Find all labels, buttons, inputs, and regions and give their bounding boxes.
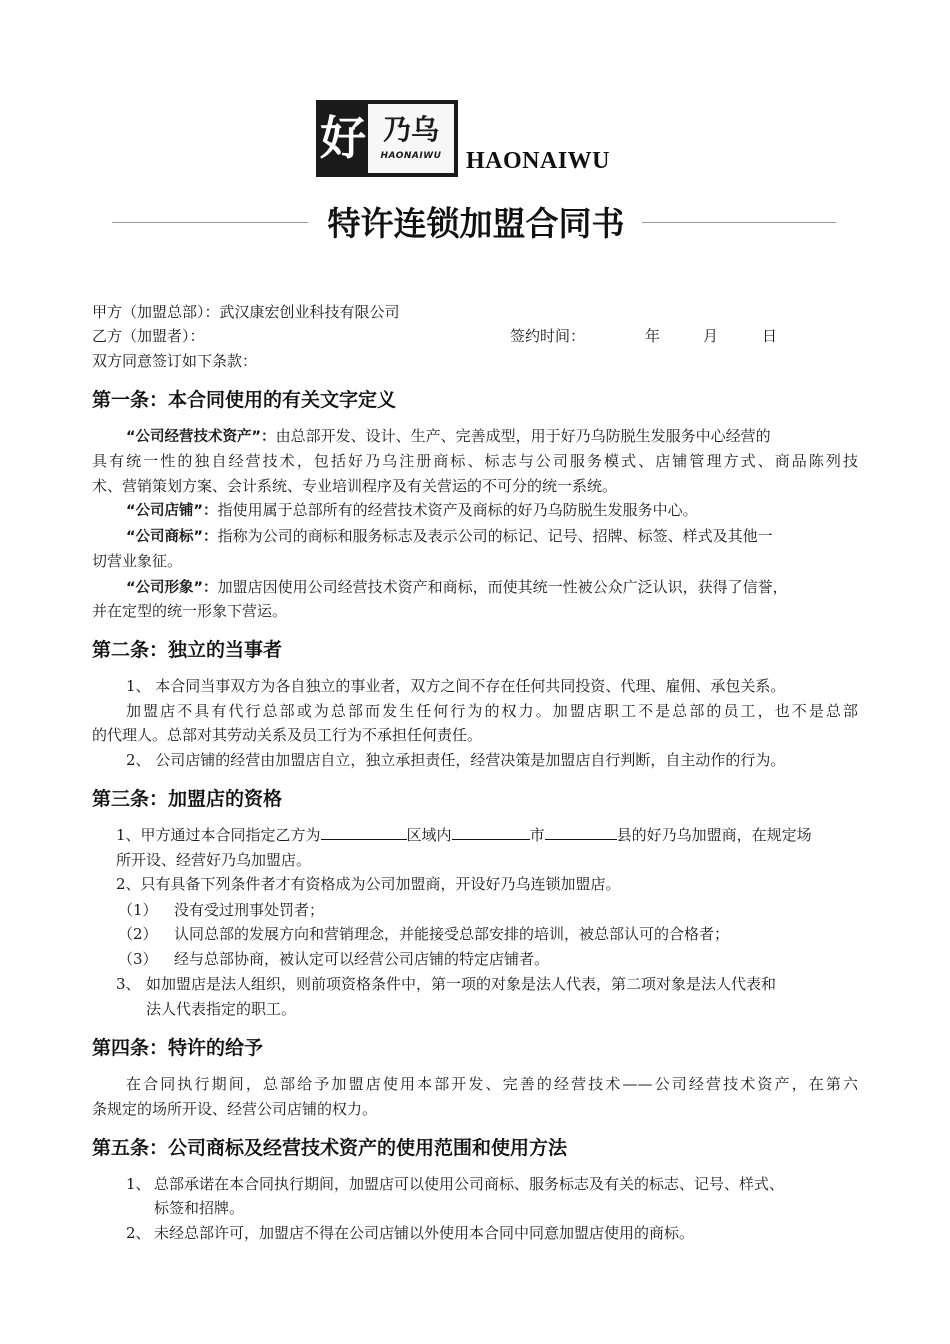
article-3-clause-1-line-2: 所开设、经营好乃乌加盟店。 — [116, 851, 312, 869]
article-2-clause-2: 2、 公司店铺的经营由加盟店自立，独立承担责任，经营决策是加盟店自行判断，自主动作的行为。 — [126, 751, 786, 769]
haonaiwu-logo — [316, 100, 458, 177]
condition-3-text: 经与总部协商，被认定可以经营公司店铺的特定店铺者。 — [174, 950, 550, 968]
article-3-clause-2: 2、只有具备下列条件者才有资格成为公司加盟商，开设好乃乌连锁加盟店。 — [116, 875, 621, 893]
definition-1-text: 由总部开发、设计、生产、完善成型，用于好乃乌防脱生发服务中心经营的 — [275, 427, 771, 445]
clause-1-text-d: 县的好乃乌加盟商，在规定场 — [616, 826, 812, 844]
definition-3-first-line — [126, 524, 773, 549]
article-3-clause-3-line-1: 如加盟店是法人组织，则前项资格条件中，第一项的对象是法人代表，第二项对象是法人代表和 — [146, 975, 777, 993]
article-3-clause-3-number: 3、 — [116, 975, 141, 993]
document-title: 特许连锁加盟合同书 — [327, 204, 625, 243]
city-blank[interactable] — [452, 824, 530, 840]
sign-month-label: 月 — [703, 327, 719, 345]
sign-day-label: 日 — [762, 327, 778, 345]
article-5-clause-2-number: 2、 — [126, 1224, 151, 1242]
brand-word: HAONAIWU — [466, 148, 611, 174]
article-4-line-2: 条规定的场所开设、经营公司店铺的权力。 — [92, 1100, 378, 1118]
article-1-heading: 第一条：本合同使用的有关文字定义 — [92, 389, 397, 411]
article-5-clause-2-line-1: 未经总部许可，加盟店不得在公司店铺以外使用本合同中同意加盟店使用的商标。 — [154, 1224, 695, 1242]
definition-3-text: 指称为公司的商标和服务标志及表示公司的标记、记号、招牌、标签、样式及其他一 — [217, 527, 773, 545]
article-4-line-1: 在合同执行期间，总部给予加盟店使用本部开发、完善的经营技术——公司经营技术资产，在第六 — [126, 1075, 858, 1093]
article-2-para-line-1: 加盟店不具有代行总部或为总部而发生任何行为的权力。加盟店职工不是总部的员工，也不是总部 — [126, 702, 858, 720]
definition-3-term: “公司商标”： — [126, 529, 218, 545]
sign-year-label: 年 — [645, 327, 661, 345]
article-5-heading: 第五条：公司商标及经营技术资产的使用范围和使用方法 — [92, 1137, 568, 1159]
clause-1-text-a: 1、甲方通过本合同指定乙方为 — [116, 826, 321, 844]
condition-1-text: 没有受过刑事处罚者； — [174, 901, 325, 919]
article-4-heading: 第四条：特许的给予 — [92, 1037, 264, 1059]
definition-4-text: 加盟店因使用公司经营技术资产和商标，而使其统一性被公众广泛认识，获得了信誉， — [217, 578, 788, 596]
article-2-para-line-2: 的代理人。总部对其劳动关系及员工行为不承担任何责任。 — [92, 726, 483, 744]
condition-2-number: （2） — [118, 925, 158, 943]
condition-2-text: 认同总部的发展方向和营销理念，并能接受总部安排的培训，被总部认可的合格者； — [174, 925, 730, 943]
region-blank[interactable] — [321, 824, 407, 840]
logo-latin-text: HAONAIWU — [380, 151, 442, 161]
title-rule-left — [112, 222, 308, 223]
article-3-clause-3-line-2: 法人代表指定的职工。 — [146, 1000, 297, 1018]
clause-1-text-b: 区域内 — [406, 826, 452, 844]
article-2-clause-1: 1、 本合同当事双方为各自独立的事业者，双方之间不存在任何共同投资、代理、雇佣、承包关系。 — [126, 677, 786, 695]
sign-time-label: 签约时间： — [510, 327, 586, 345]
definition-4-term: “公司形象”： — [126, 580, 218, 596]
article-3-clause-1 — [116, 823, 812, 847]
article-3-heading: 第三条：加盟店的资格 — [92, 788, 283, 810]
definition-1-line-2: 具有统一性的独自经营技术，包括好乃乌注册商标、标志与公司服务模式、店铺管理方式、商品陈列技 — [92, 452, 858, 470]
definition-4-line-2: 并在定型的统一形象下营运。 — [92, 602, 288, 620]
definition-2-line — [126, 498, 698, 523]
definition-2-term: “公司店铺”： — [126, 503, 218, 519]
party-a-line: 甲方（加盟总部）：武汉康宏创业科技有限公司 — [92, 303, 400, 321]
agreement-intro: 双方同意签订如下条款： — [92, 352, 258, 370]
article-5-clause-1-line-1: 总部承诺在本合同执行期间，加盟店可以使用公司商标、服务标志及有关的标志、记号、样式、 — [154, 1175, 785, 1193]
definition-1-term: “公司经营技术资产”： — [126, 429, 276, 445]
article-2-heading: 第二条：独立的当事者 — [92, 639, 283, 661]
logo-hao-glyph: 好 — [320, 111, 366, 165]
condition-1-number: （1） — [118, 901, 158, 919]
logo-nainiao-glyphs: 乃乌 — [382, 113, 439, 146]
definition-3-line-2: 切营业象征。 — [92, 552, 183, 570]
article-5-clause-1-line-2: 标签和招牌。 — [154, 1199, 245, 1217]
party-b-line: 乙方（加盟者）： — [92, 327, 205, 345]
article-5-clause-1-number: 1、 — [126, 1175, 151, 1193]
definition-1-first-line — [126, 424, 771, 449]
condition-3-number: （3） — [118, 950, 158, 968]
definition-2-text: 指使用属于总部所有的经营技术资产及商标的好乃乌防脱生发服务中心。 — [217, 501, 698, 519]
clause-1-text-c: 市 — [529, 826, 545, 844]
logo-right-panel — [368, 104, 454, 173]
title-rule-right — [642, 222, 836, 223]
definition-1-line-3: 术、营销策划方案、会计系统、专业培训程序及有关营运的不可分的统一系统。 — [92, 477, 618, 495]
definition-4-first-line — [126, 575, 788, 600]
county-blank[interactable] — [545, 824, 617, 840]
